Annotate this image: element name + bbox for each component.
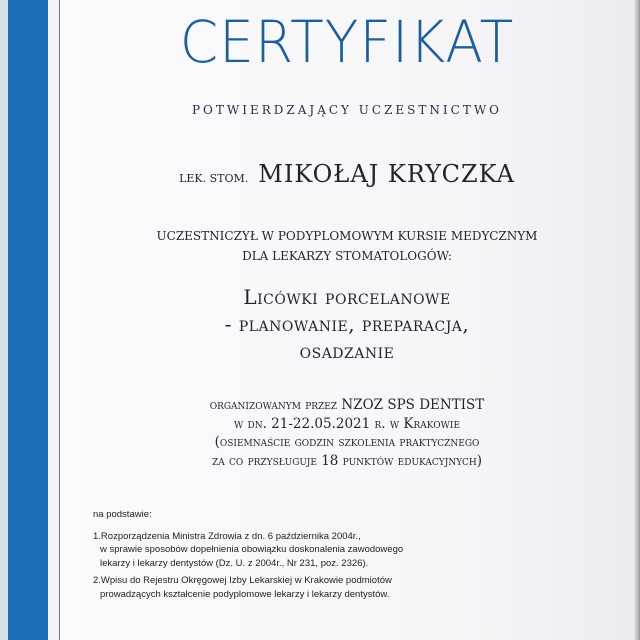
recipient-name: MIKOŁAJ KRYCZKA (258, 160, 515, 188)
details-line: organizowanym przez NZOZ SPS DENTIST (209, 397, 485, 413)
basis-line: prowadzących kształcenie podyplomowe lekarzy i lekarzy dentystów. (100, 588, 390, 600)
details-line: za co przysługuje 18 punktów edukacyjnych) (211, 452, 483, 469)
recipient-prefix: LEK. STOM. (179, 172, 249, 185)
course-line: - planowanie, preparacja, (224, 312, 470, 336)
basis-line: w sprawie sposobów dopełnienia obowiązku doskonalenia zawodowego (100, 544, 404, 555)
course-line: Licówki porcelanowe (243, 285, 451, 309)
intro-text (60, 226, 634, 266)
blue-border-stripe (8, 0, 48, 640)
basis-heading: na podstawie: (93, 509, 152, 520)
left-margin (0, 0, 8, 640)
legal-basis (93, 508, 403, 605)
details-line: (osiemnaście godzin szkolenia praktycznego (214, 434, 480, 450)
details-line: w dn. 21-22.05.2021 r. w Krakowie (233, 415, 461, 432)
recipient (60, 160, 634, 188)
certificate-subtitle: POTWIERDZAJĄCY UCZESTNICTWO (191, 103, 503, 117)
basis-line: lekarzy i lekarzy dentystów (Dz. U. z 2004r., Nr 231, poz. 2326). (100, 557, 369, 569)
basis-line: 1.Rozporządzenia Ministra Zdrowia z dn. 6 października 2004r., (93, 530, 361, 542)
intro-line: DLA LEKARZY STOMATOLOGÓW: (242, 249, 452, 263)
basis-item-1 (93, 530, 403, 571)
course-details (60, 396, 634, 470)
intro-line: UCZESTNICZYŁ W PODYPLOMOWYM KURSIE MEDYCZNYM (156, 229, 538, 243)
right-edge-shadow (634, 0, 640, 640)
certificate-title: CERTYFIKAT (179, 8, 515, 76)
basis-item-2 (93, 574, 403, 601)
course-title (60, 284, 634, 365)
course-line: osadzanie (299, 339, 395, 363)
basis-line: 2.Wpisu do Rejestru Okręgowej Izby Lekarskiej w Krakowie podmiotów (93, 575, 392, 586)
